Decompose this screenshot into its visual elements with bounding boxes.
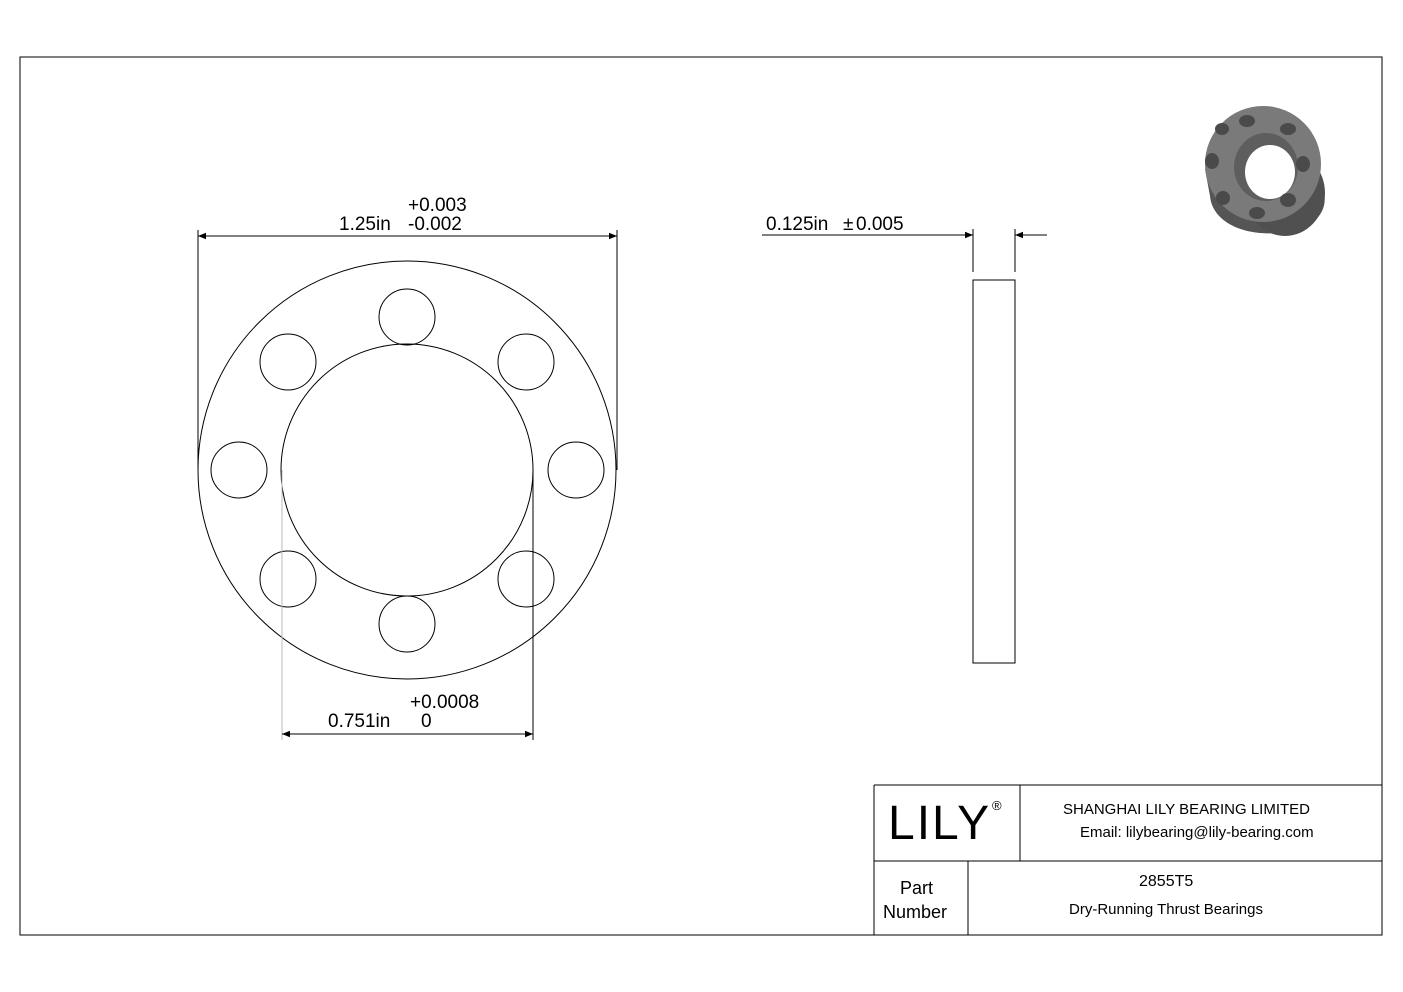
part-number: 2855T5 bbox=[1139, 873, 1194, 890]
outer-diameter-dimension bbox=[198, 230, 617, 470]
inner-diameter-tol-plus: +0.0008 bbox=[410, 692, 480, 713]
inner-diameter-tol-minus: 0 bbox=[421, 711, 432, 732]
part-label-line2: Number bbox=[883, 902, 948, 922]
outer-diameter-tol-minus: -0.002 bbox=[408, 214, 462, 235]
company-email: Email: lilybearing@lily-bearing.com bbox=[1080, 824, 1314, 841]
graphite-plug bbox=[379, 596, 435, 652]
inner-diameter-value: 0.751in bbox=[328, 711, 391, 732]
company-name: SHANGHAI LILY BEARING LIMITED bbox=[1063, 801, 1311, 818]
inner-diameter-dimension bbox=[282, 470, 533, 740]
outer-diameter-value: 1.25in bbox=[339, 214, 391, 235]
thickness-value: 0.125in bbox=[766, 214, 829, 235]
graphite-plug bbox=[498, 334, 554, 390]
part-label-line1: Part bbox=[900, 878, 934, 898]
graphite-plug bbox=[498, 551, 554, 607]
outer-ring-edge bbox=[198, 261, 616, 679]
graphite-plug bbox=[260, 334, 316, 390]
outer-diameter-tol-plus: +0.003 bbox=[408, 195, 467, 216]
front-view bbox=[198, 261, 616, 679]
company-logo: LILY bbox=[888, 797, 992, 850]
thickness-tol-symbol: ± bbox=[843, 214, 854, 235]
graphite-plug bbox=[548, 442, 604, 498]
bearing-3d-render bbox=[1205, 106, 1325, 236]
part-description: Dry-Running Thrust Bearings bbox=[1069, 901, 1263, 918]
graphite-plug bbox=[379, 289, 435, 345]
graphite-plug bbox=[260, 551, 316, 607]
side-view bbox=[973, 280, 1015, 663]
inner-bore-edge bbox=[281, 344, 533, 596]
thickness-tol: 0.005 bbox=[856, 214, 904, 235]
thickness-dimension bbox=[762, 229, 1047, 272]
registered-mark: ® bbox=[992, 798, 1002, 813]
graphite-plug bbox=[211, 442, 267, 498]
